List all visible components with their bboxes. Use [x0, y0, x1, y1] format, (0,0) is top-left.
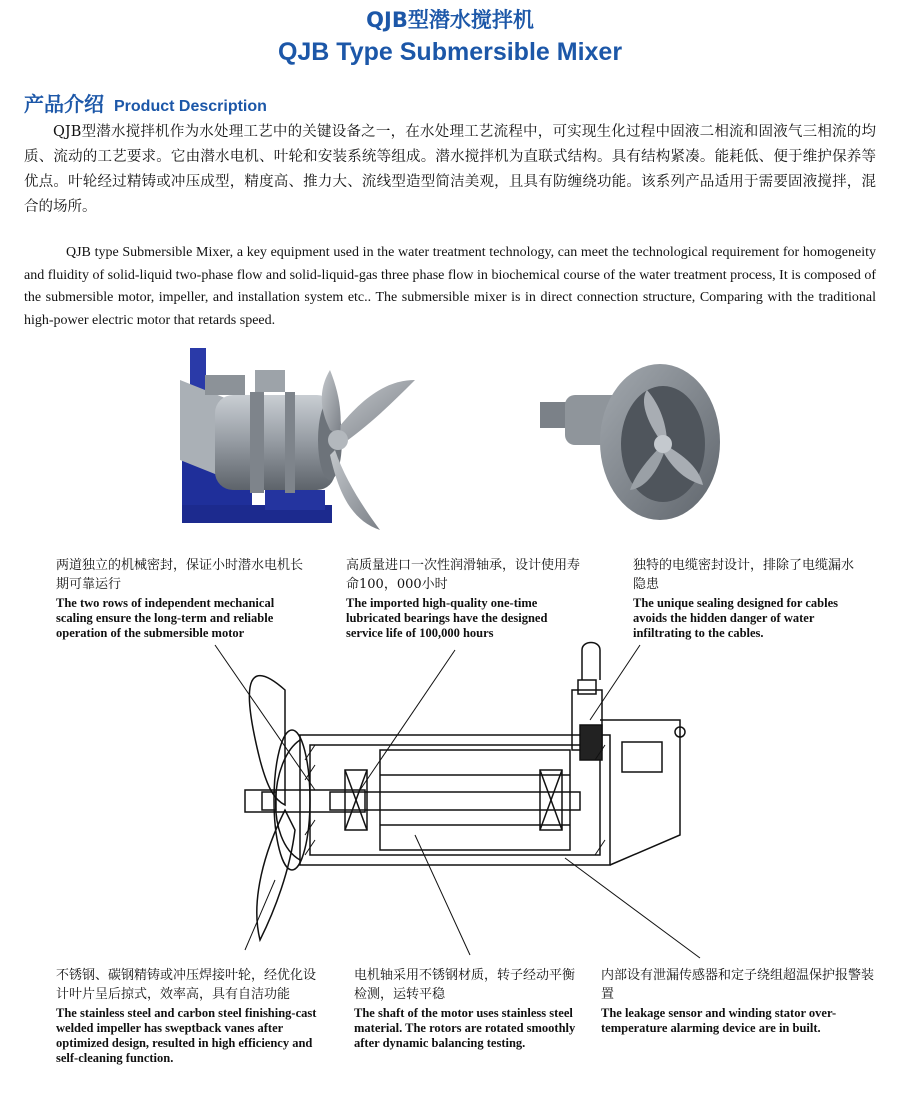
description-chinese: QJB型潜水搅拌机作为水处理工艺中的关键设备之一，在水处理工艺流程中，可实现生化过程中固液二相流和固液气三相流的均质、流动的工艺要求。它由潜水电机、叶轮和安装系统等组成。潜水搅拌机为直联式结构。具有结构紧凑。能耗低、便于维护保养等优点。叶轮经过精铸或冲压成型，精度高、推力大、流线型造型简洁美观，且具有防缠绕功能。该系列产品适用于需要固液搅拌，混合的场所。	[24, 124, 876, 215]
callout-mechanical-seal-cn: 两道独立的机械密封，保证小时潜水电机长期可靠运行	[56, 558, 304, 592]
callout-impeller-cn: 不锈钢、碳钢精铸或冲压焊接叶轮，经优化设计叶片呈后掠式，效率高，具有自洁功能	[56, 968, 317, 1002]
callout-motor-shaft-en: The shaft of the motor uses stainless steel material. The rotors are rotated smoothly after dynamic balancing testing.	[354, 1006, 576, 1050]
page-title-english: QJB Type Submersible Mixer	[277, 38, 623, 66]
description-english: QJB type Submersible Mixer, a key equipment used in the water treatment technology, can meet the technological requirement for homogeneity and fluidity of solid-liquid two-phase flow and solid-liquid-gas three phase flow in biochemical course of the water treatment process, It is composed of the submersible motor, impeller, and installation system etc.. The submersible mixer is in direct connection structure, Comparing with the traditional high-power electric motor that retards speed.	[24, 245, 876, 328]
callout-cable-seal-en: The unique sealing designed for cables avoids the hidden danger of water infiltrating to the cables.	[633, 596, 839, 640]
callout-leakage-sensor-cn: 内部设有泄漏传感器和定子绕组超温保护报警装置	[601, 968, 875, 1002]
callout-impeller-en: The stainless steel and carbon steel finishing-cast welded impeller has sweptback vanes after optimized design, resulted in high efficiency and self-cleaning function.	[56, 1006, 317, 1065]
callout-bearings-en: The imported high-quality one-time lubricated bearings have the designed service life of 100,000 hours	[346, 596, 548, 640]
callout-mechanical-seal-en: The two rows of independent mechanical scaling ensure the long-term and reliable operation of the submersible motor	[56, 596, 275, 640]
callout-leakage-sensor	[601, 966, 881, 1036]
section-heading-english: Product Description	[114, 98, 267, 115]
callout-cable-seal-cn: 独特的电缆密封设计，排除了电缆漏水隐患	[633, 558, 855, 592]
section-heading-chinese: 产品介绍	[24, 92, 104, 116]
callout-leakage-sensor-en: The leakage sensor and winding stator over-temperature alarming device are in built.	[601, 1006, 837, 1035]
callout-impeller	[56, 966, 324, 1066]
page-title-chinese: QJB型潜水搅拌机	[366, 8, 534, 32]
callout-bearings-cn: 高质量进口一次性润滑轴承，设计使用寿命100，000小时	[346, 558, 581, 592]
callout-motor-shaft	[354, 966, 576, 1051]
callout-motor-shaft-cn: 电机轴采用不锈钢材质，转子经动平衡检测，运转平稳	[354, 968, 576, 1002]
